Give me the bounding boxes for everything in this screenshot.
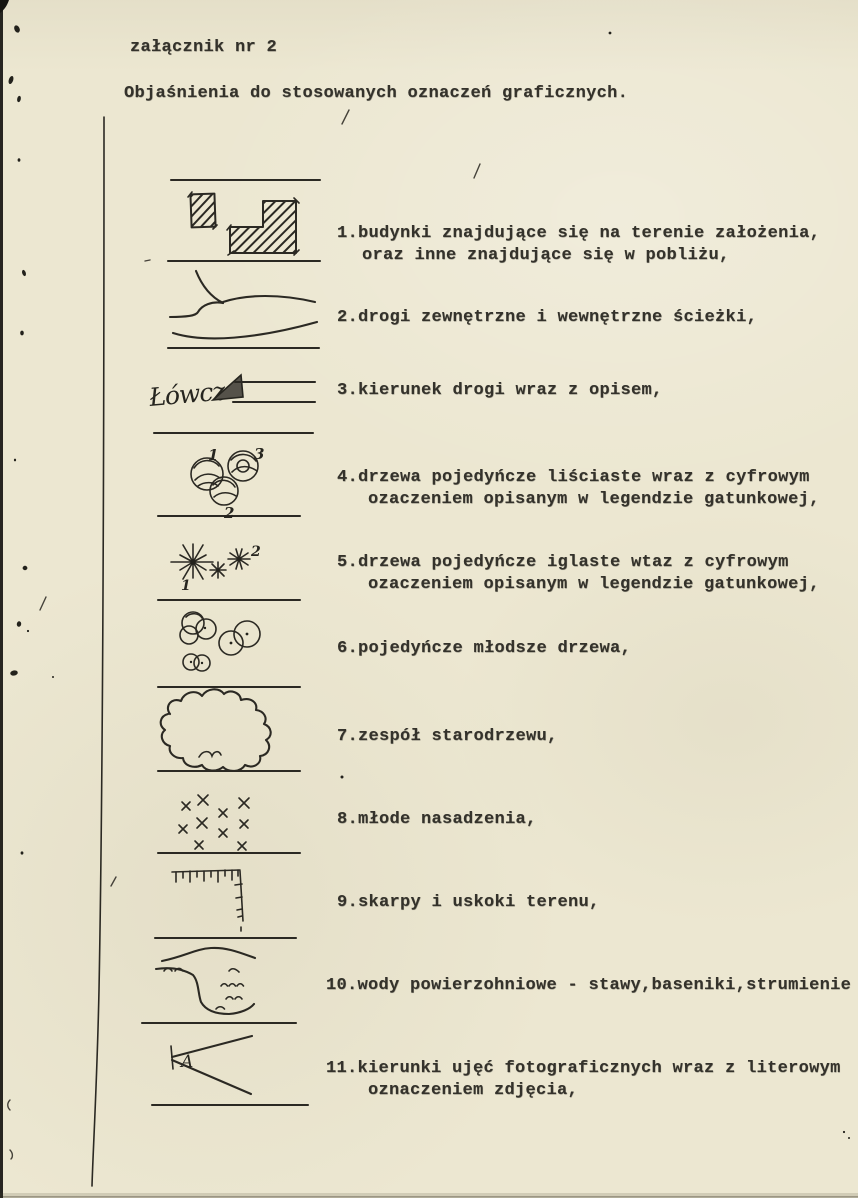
- margin-rule-line: [92, 117, 104, 1186]
- legend-item-11-line-1: 11.kierunki ujęć fotograficznych wraz z literowym: [326, 1059, 841, 1078]
- old-tree-cloud-symbol: [161, 689, 271, 771]
- legend-item-3-line-1: 3.kierunek drogi wraz z opisem,: [337, 381, 663, 400]
- legend-item-5-line-2: ozaczeniem opisanym w legendzie gatunkowej,: [368, 575, 820, 594]
- legend-item-6-line-1: 6.pojedyńcze młodsze drzewa,: [337, 639, 632, 658]
- legend-item-2-line-1: 2.drogi zewnętrzne i wewnętrzne ścieżki,: [337, 308, 758, 327]
- legend-item-5-line-1: 5.drzewa pojedyńcze iglaste wtaz z cyfrowym: [337, 553, 789, 572]
- conifer-number-label: 2: [251, 544, 261, 560]
- legend-item-10-line-1: 10.wody powierzohniowe - stawy,baseniki,strumienie: [326, 976, 852, 995]
- legend-item-7-line-1: 7.zespół starodrzewu,: [337, 727, 558, 746]
- conifer-number-label: 1: [181, 578, 191, 594]
- photo-direction-angle-symbol: [171, 1036, 252, 1094]
- document-title: Objaśnienia do stosowanych oznaczeń graficznych.: [124, 84, 629, 103]
- direction-word-label: Łówcz: [147, 376, 226, 412]
- legend-item-1-line-1: 1.budynki znajdujące się na terenie założenia,: [337, 224, 821, 243]
- legend-item-11-line-2: oznaczeniem zdjęcia,: [368, 1081, 579, 1100]
- legend-item-8-line-1: 8.młode nasadzenia,: [337, 810, 537, 829]
- tree-number-label: 2: [224, 504, 235, 522]
- tree-number-label: 3: [254, 445, 265, 463]
- attachment-label: załącznik nr 2: [130, 38, 278, 57]
- legend-item-4-line-1: 4.drzewa pojedyńcze liściaste wraz z cyfrowym: [337, 468, 810, 487]
- road-direction-arrow-symbol: [147, 375, 315, 412]
- tree-number-label: 1: [208, 446, 219, 464]
- conifer-star-bursts-symbol: [171, 544, 261, 594]
- photo-letter-label: A: [181, 1052, 194, 1072]
- forking-roads-symbol: [170, 271, 317, 338]
- young-tree-circles-symbol: [180, 612, 260, 671]
- hatched-buildings-symbol: [188, 192, 299, 255]
- legend-item-4-line-2: ozaczeniem opisanym w legendzie gatunkowej,: [368, 490, 820, 509]
- planting-x-marks-symbol: [179, 795, 249, 850]
- scarp-hachures-symbol: [172, 870, 243, 931]
- legend-item-1-line-2: oraz inne znajdujące się w pobliżu,: [362, 246, 730, 265]
- water-outline-symbol: [156, 948, 255, 1014]
- legend-item-9-line-1: 9.skarpy i uskoki terenu,: [337, 893, 600, 912]
- deciduous-tree-scribbles-symbol: [191, 445, 264, 522]
